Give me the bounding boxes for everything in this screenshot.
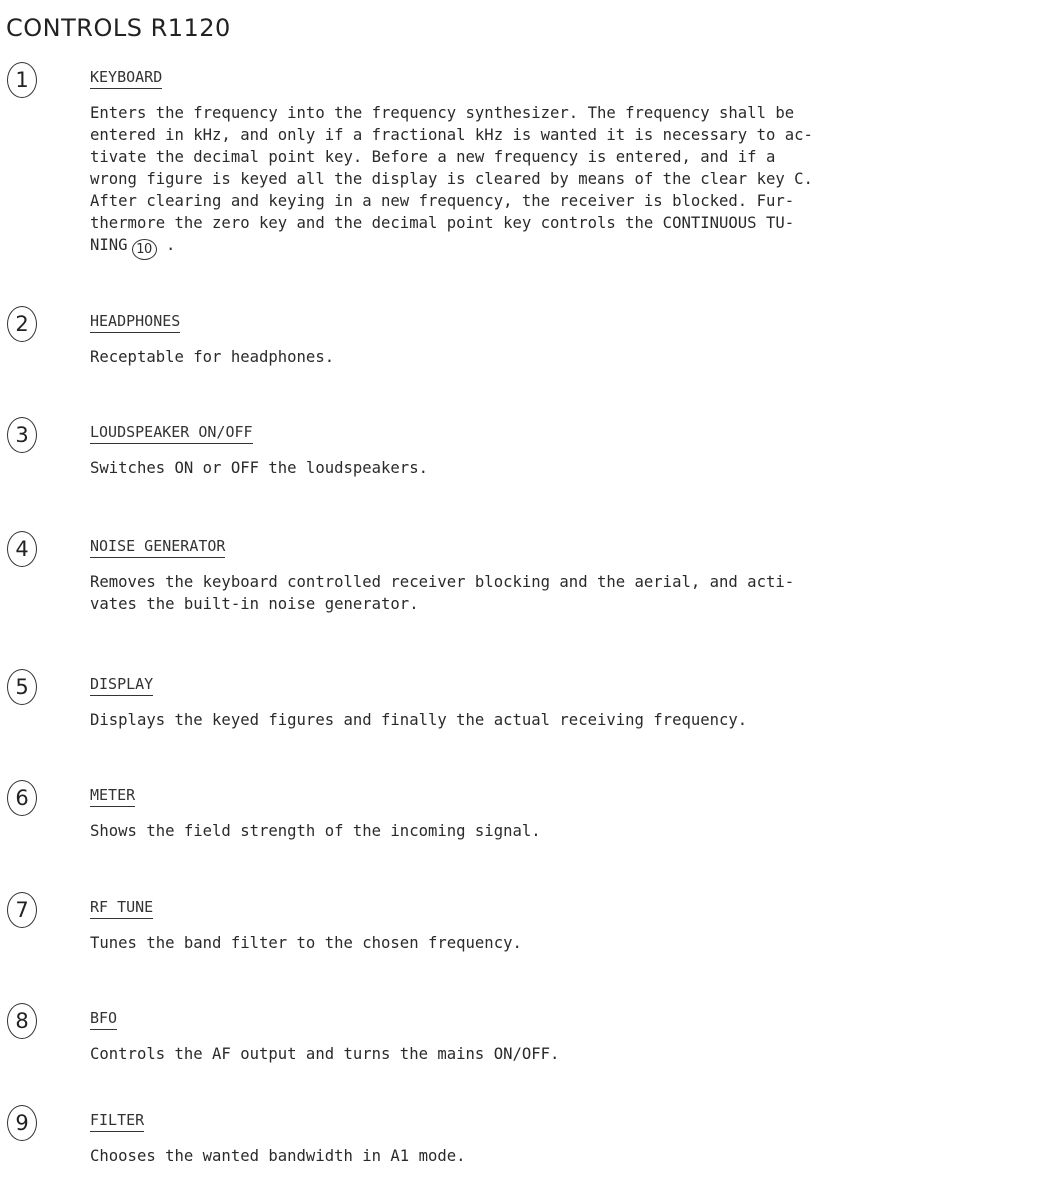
control-heading: METER — [90, 785, 135, 807]
item-number-badge: 8 — [7, 1003, 37, 1039]
control-heading: LOUDSPEAKER ON/OFF — [90, 422, 253, 444]
description-line: entered in kHz, and only if a fractional kHz is wanted it is necessary to ac- — [90, 126, 813, 144]
control-heading: FILTER — [90, 1110, 144, 1132]
control-description — [90, 932, 1050, 954]
description-line: Enters the frequency into the frequency synthesizer. The frequency shall be — [90, 104, 795, 122]
description-line: Displays the keyed figures and finally the actual receiving frequency. — [90, 711, 748, 729]
control-description — [90, 820, 1050, 842]
description-line: Chooses the wanted bandwidth in A1 mode. — [90, 1147, 466, 1165]
description-line: Switches ON or OFF the loudspeakers. — [90, 459, 428, 477]
control-heading: KEYBOARD — [90, 67, 162, 89]
control-heading: BFO — [90, 1008, 117, 1030]
description-line: Receptable for headphones. — [90, 348, 335, 366]
description-line: vates the built-in noise generator. — [90, 595, 419, 613]
description-line: tivate the decimal point key. Before a new frequency is entered, and if a — [90, 148, 776, 166]
control-heading: HEADPHONES — [90, 311, 180, 333]
item-number-badge: 7 — [7, 892, 37, 928]
item-number-badge: 6 — [7, 780, 37, 816]
description-line: Shows the field strength of the incoming signal. — [90, 822, 541, 840]
item-number-badge: 9 — [7, 1105, 37, 1141]
control-description — [90, 571, 1050, 615]
page-title: CONTROLS R1120 — [6, 14, 231, 42]
description-line: NING — [90, 236, 128, 254]
description-line-end: . — [156, 236, 176, 254]
reference-number-badge: 10 — [132, 239, 157, 260]
description-line: After clearing and keying in a new frequency, the receiver is blocked. Fur- — [90, 192, 795, 210]
control-description — [90, 346, 1050, 368]
control-heading: RF TUNE — [90, 897, 153, 919]
item-number-badge: 3 — [7, 417, 37, 453]
item-number-badge: 2 — [7, 306, 37, 342]
control-heading: DISPLAY — [90, 674, 153, 696]
description-line: wrong figure is keyed all the display is cleared by means of the clear key C. — [90, 170, 813, 188]
description-line: Removes the keyboard controlled receiver blocking and the aerial, and acti- — [90, 573, 795, 591]
item-number-badge: 4 — [7, 531, 37, 567]
item-number-badge: 5 — [7, 669, 37, 705]
control-description — [90, 102, 1050, 260]
control-description — [90, 709, 1050, 731]
control-description — [90, 1043, 1050, 1065]
description-line: Tunes the band filter to the chosen frequency. — [90, 934, 522, 952]
control-heading: NOISE GENERATOR — [90, 536, 225, 558]
control-description — [90, 457, 1050, 479]
description-line: Controls the AF output and turns the mains ON/OFF. — [90, 1045, 560, 1063]
item-number-badge: 1 — [7, 62, 37, 98]
control-description — [90, 1145, 1050, 1167]
description-line: thermore the zero key and the decimal point key controls the CONTINUOUS TU- — [90, 214, 795, 232]
